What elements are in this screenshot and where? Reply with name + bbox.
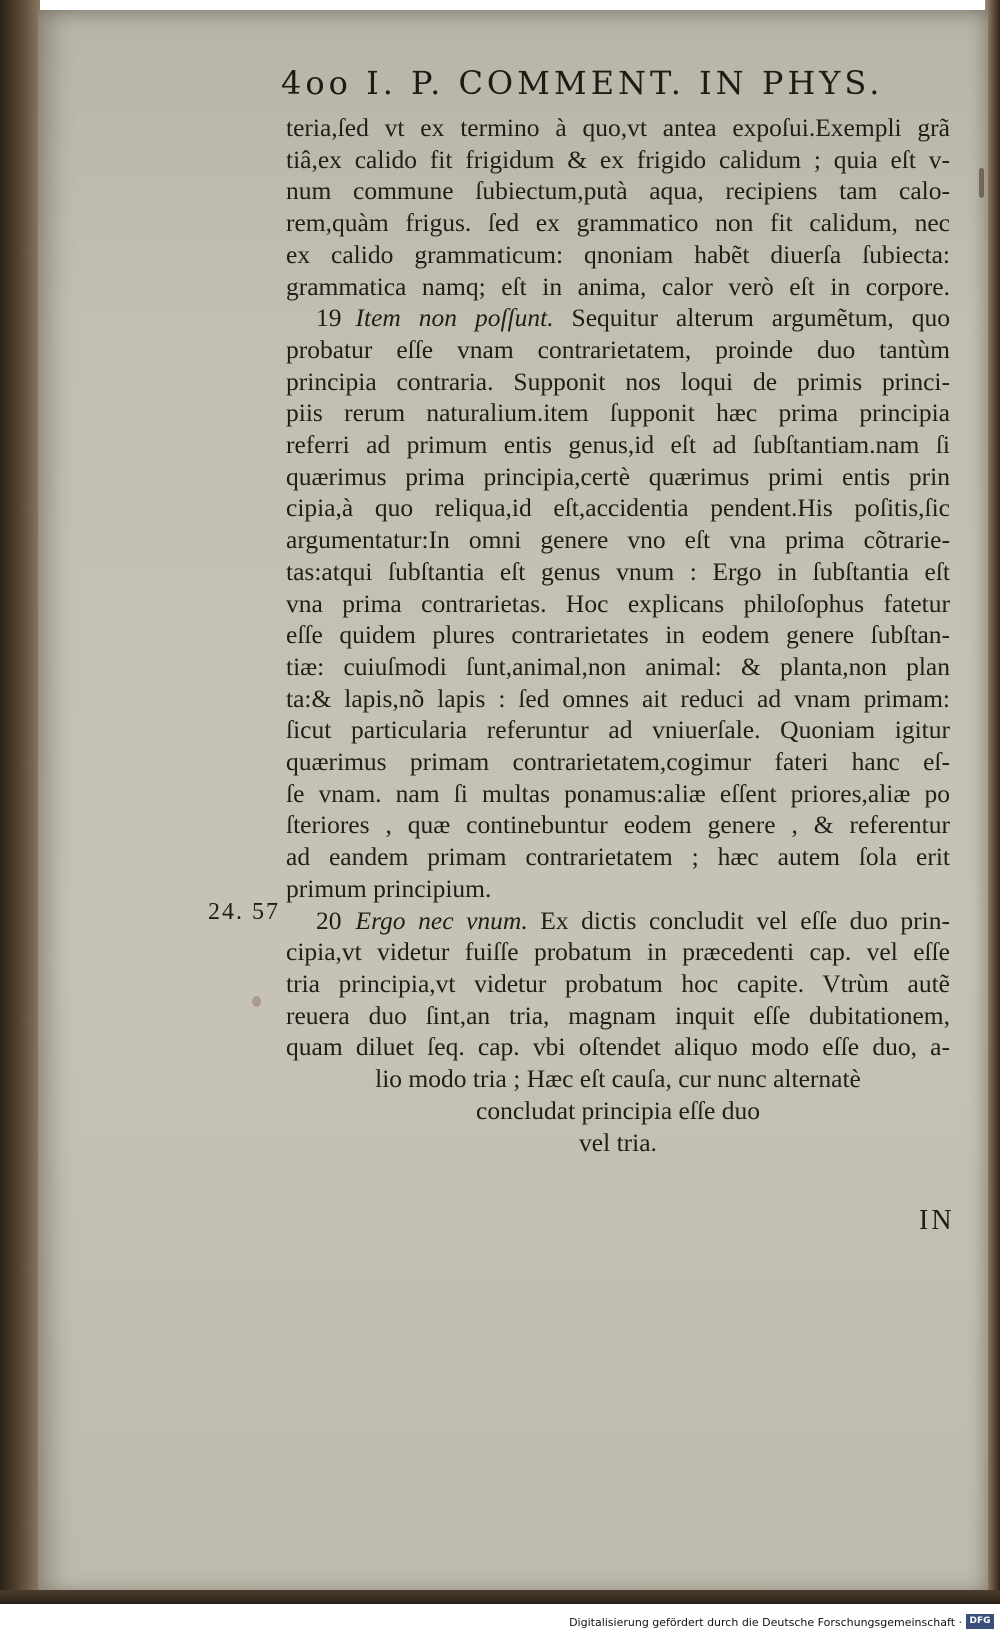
dfg-logo: DFG — [966, 1614, 994, 1629]
text-line: eſſe quidem plures contrarietates in eodem genere ſubſtan- — [286, 620, 950, 650]
text-line: ex calido grammaticum: qnoniam habẽt diuerſa ſubiecta: — [286, 239, 950, 269]
text-span: Ex dictis concludit vel eſſe duo prin- — [540, 905, 950, 935]
text-line: lio modo tria ; Hæc eſt cauſa, cur nunc alternatè — [375, 1064, 861, 1094]
text-line: piis rerum naturalium.item ſupponit hæc prima principia — [286, 398, 950, 428]
text-line: quærimus primam contrarietatem,cogimur fateri hanc eſ- — [286, 747, 950, 777]
text-line: quærimus prima principia,certè quærimus primi entis prin — [286, 461, 950, 491]
text-line: tiæ: cuiuſmodi ſunt,animal,non animal: & planta,non plan — [286, 651, 950, 681]
text-line: rem,quàm frigus. ſed ex grammatico non fit calidum, nec — [286, 208, 950, 238]
running-head: 4oo I. P. COMMENT. IN PHYS. — [281, 64, 884, 102]
book-binding-left — [0, 0, 40, 1602]
book-edge-bottom — [0, 1590, 1000, 1604]
paragraph-number: 19 — [316, 303, 342, 333]
text-line: reuera duo ſint,an tria, magnam inquit eſſe dubitationem, — [286, 1000, 950, 1030]
text-line: primum principium. — [286, 873, 492, 903]
paragraph-19-first-line — [286, 302, 950, 334]
text-line: ta:& lapis,nõ lapis : ſed omnes ait reduci ad vnam primam: — [286, 683, 950, 713]
text-line: principia contraria. Supponit nos loqui de primis princi- — [286, 366, 950, 396]
text-line: ſe vnam. nam ſi multas ponamus:aliæ eſſent priores,aliæ po — [286, 778, 950, 808]
text-line: tria principia,vt videtur probatum hoc capite. Vtrùm autẽ — [286, 968, 950, 998]
text-span: Sequitur alterum argumẽtum, quo — [571, 303, 950, 333]
footer-credit: Digitalisierung gefördert durch die Deutsche Forschungsgemeinschaft · — [569, 1616, 962, 1629]
margin-note: 24. 57 — [208, 899, 280, 925]
text-line: ad eandem primam contrarietatem ; hæc autem ſola erit — [286, 842, 950, 872]
text-line: vna prima contrarietas. Hoc explicans philoſophus fatetur — [286, 588, 950, 618]
text-line: tas:atqui ſubſtantia eſt genus vnum : Ergo in ſubſtantia eſt — [286, 556, 950, 586]
text-line: concludat principia eſſe duo — [476, 1095, 760, 1125]
lemma: Item non poſſunt. — [355, 303, 554, 333]
paragraph-20-first-line — [286, 905, 950, 937]
text-line: grammatica namq; eſt in anima, calor verò eſt in corpore. — [286, 271, 950, 301]
lemma: Ergo nec vnum. — [355, 905, 528, 935]
catchword: IN — [919, 1205, 955, 1236]
text-line: num commune ſubiectum,putà aqua, recipiens tam calo- — [286, 176, 950, 206]
text-line: teria,ſed vt ex termino à quo,vt antea expoſui.Exempli grã — [286, 113, 950, 142]
text-line: vel tria. — [579, 1127, 657, 1157]
text-line: ſicut particularia referuntur ad vniuerſale. Quoniam igitur — [286, 715, 950, 745]
text-line: cipia,vt videtur fuiſſe probatum in præcedenti cap. vel eſſe — [286, 937, 950, 967]
text-line: cipia,à quo reliqua,id eſt,accidentia pendent.His poſitis,ſic — [286, 493, 950, 523]
text-line: probatur eſſe vnam contrarietatem, proinde duo tantùm — [286, 334, 950, 364]
ink-stain — [979, 168, 984, 198]
text-line: quam diluet ſeq. cap. vbi oſtendet aliquo modo eſſe duo, a- — [286, 1032, 950, 1062]
text-line: argumentatur:In omni genere vno eſt vna prima cõtrarie- — [286, 525, 950, 555]
ink-stain — [252, 996, 261, 1007]
body-text — [286, 112, 950, 1158]
text-line: tiâ,ex calido fit frigidum & ex frigido calidum ; quia eſt v- — [286, 144, 950, 174]
paragraph-number: 20 — [316, 905, 342, 935]
text-line: referri ad primum entis genus,id eſt ad ſubſtantiam.nam ſi — [286, 430, 950, 460]
text-line: ſteriores , quæ continebuntur eodem genere , & referentur — [286, 810, 950, 840]
